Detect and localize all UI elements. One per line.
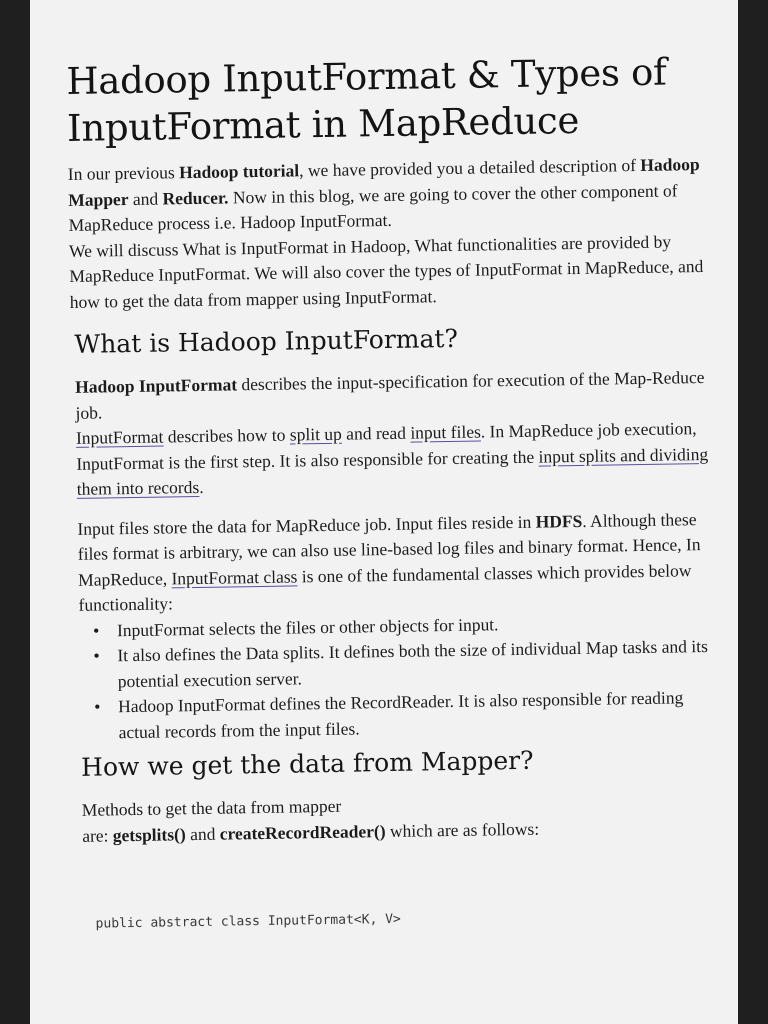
list-item: • InputFormat selects the files or other objects for input. [117, 608, 715, 643]
page-title: Hadoop InputFormat & Types of InputFormat in MapReduce [66, 50, 667, 150]
methods-paragraph-line2: are: getsplits() and createRecordReader() which are as follows: [82, 818, 540, 846]
intro-paragraph-2: We will discuss What is InputFormat in Hadoop, What functionalities are provided by MapReduce InputFormat. We will also cover the types of InputFormat in MapReduce, and how to get the data from mapper using InputFormat. [68, 231, 704, 312]
functionality-list [79, 608, 717, 745]
definition-paragraph: Hadoop InputFormat describes the input-specification for execution of the Map-Reduce job. [75, 367, 705, 423]
intro-paragraph-1: In our previous Hadoop tutorial, we have provided you a detailed description of Hadoop Mapper and Reducer. Now in this blog, we are going to cover the other component of MapReduce process i.e. Hadoop InputFormat. [67, 154, 700, 235]
list-item: • It also defines the Data splits. It defines both the size of individual Map tasks and its potential execution server. [117, 634, 716, 694]
document-content [66, 48, 720, 932]
link-hadoop-tutorial[interactable]: Hadoop tutorial [178, 160, 300, 183]
section-heading-get-data-from-mapper: How we get the data from Mapper? [80, 745, 534, 782]
link-reducer[interactable]: Reducer. [162, 186, 229, 208]
input-files-paragraph: Input files store the data for MapReduce job. Input files reside in HDFS. Although these files format is arbitrary, we can also use line-based log files and binary format. Hence, In MapReduce, InputFormat class is one of the fundamental classes which provides below functionality: [77, 508, 701, 615]
section-get-data-from-mapper [82, 788, 720, 932]
link-hdfs[interactable]: HDFS [535, 510, 583, 532]
description-paragraph: InputFormat describes how to split up and read input files. In MapReduce job execution, InputFormat is the first step. It is also responsible for creating the input splits and dividing them into records. [75, 418, 709, 499]
section-what-is-inputformat [75, 365, 717, 746]
code-snippet: public abstract class InputFormat<K, V> [95, 911, 401, 932]
link-hadoop-mapper[interactable]: Hadoop Mapper [68, 154, 700, 210]
document-page [30, 0, 738, 1024]
methods-paragraph-line1: Methods to get the data from mapper [81, 795, 342, 820]
list-item: • Hadoop InputFormat defines the RecordReader. It is also responsible for reading actual records from the input files. [118, 685, 717, 745]
section-heading-what-is-inputformat: What is Hadoop InputFormat? [74, 323, 459, 359]
